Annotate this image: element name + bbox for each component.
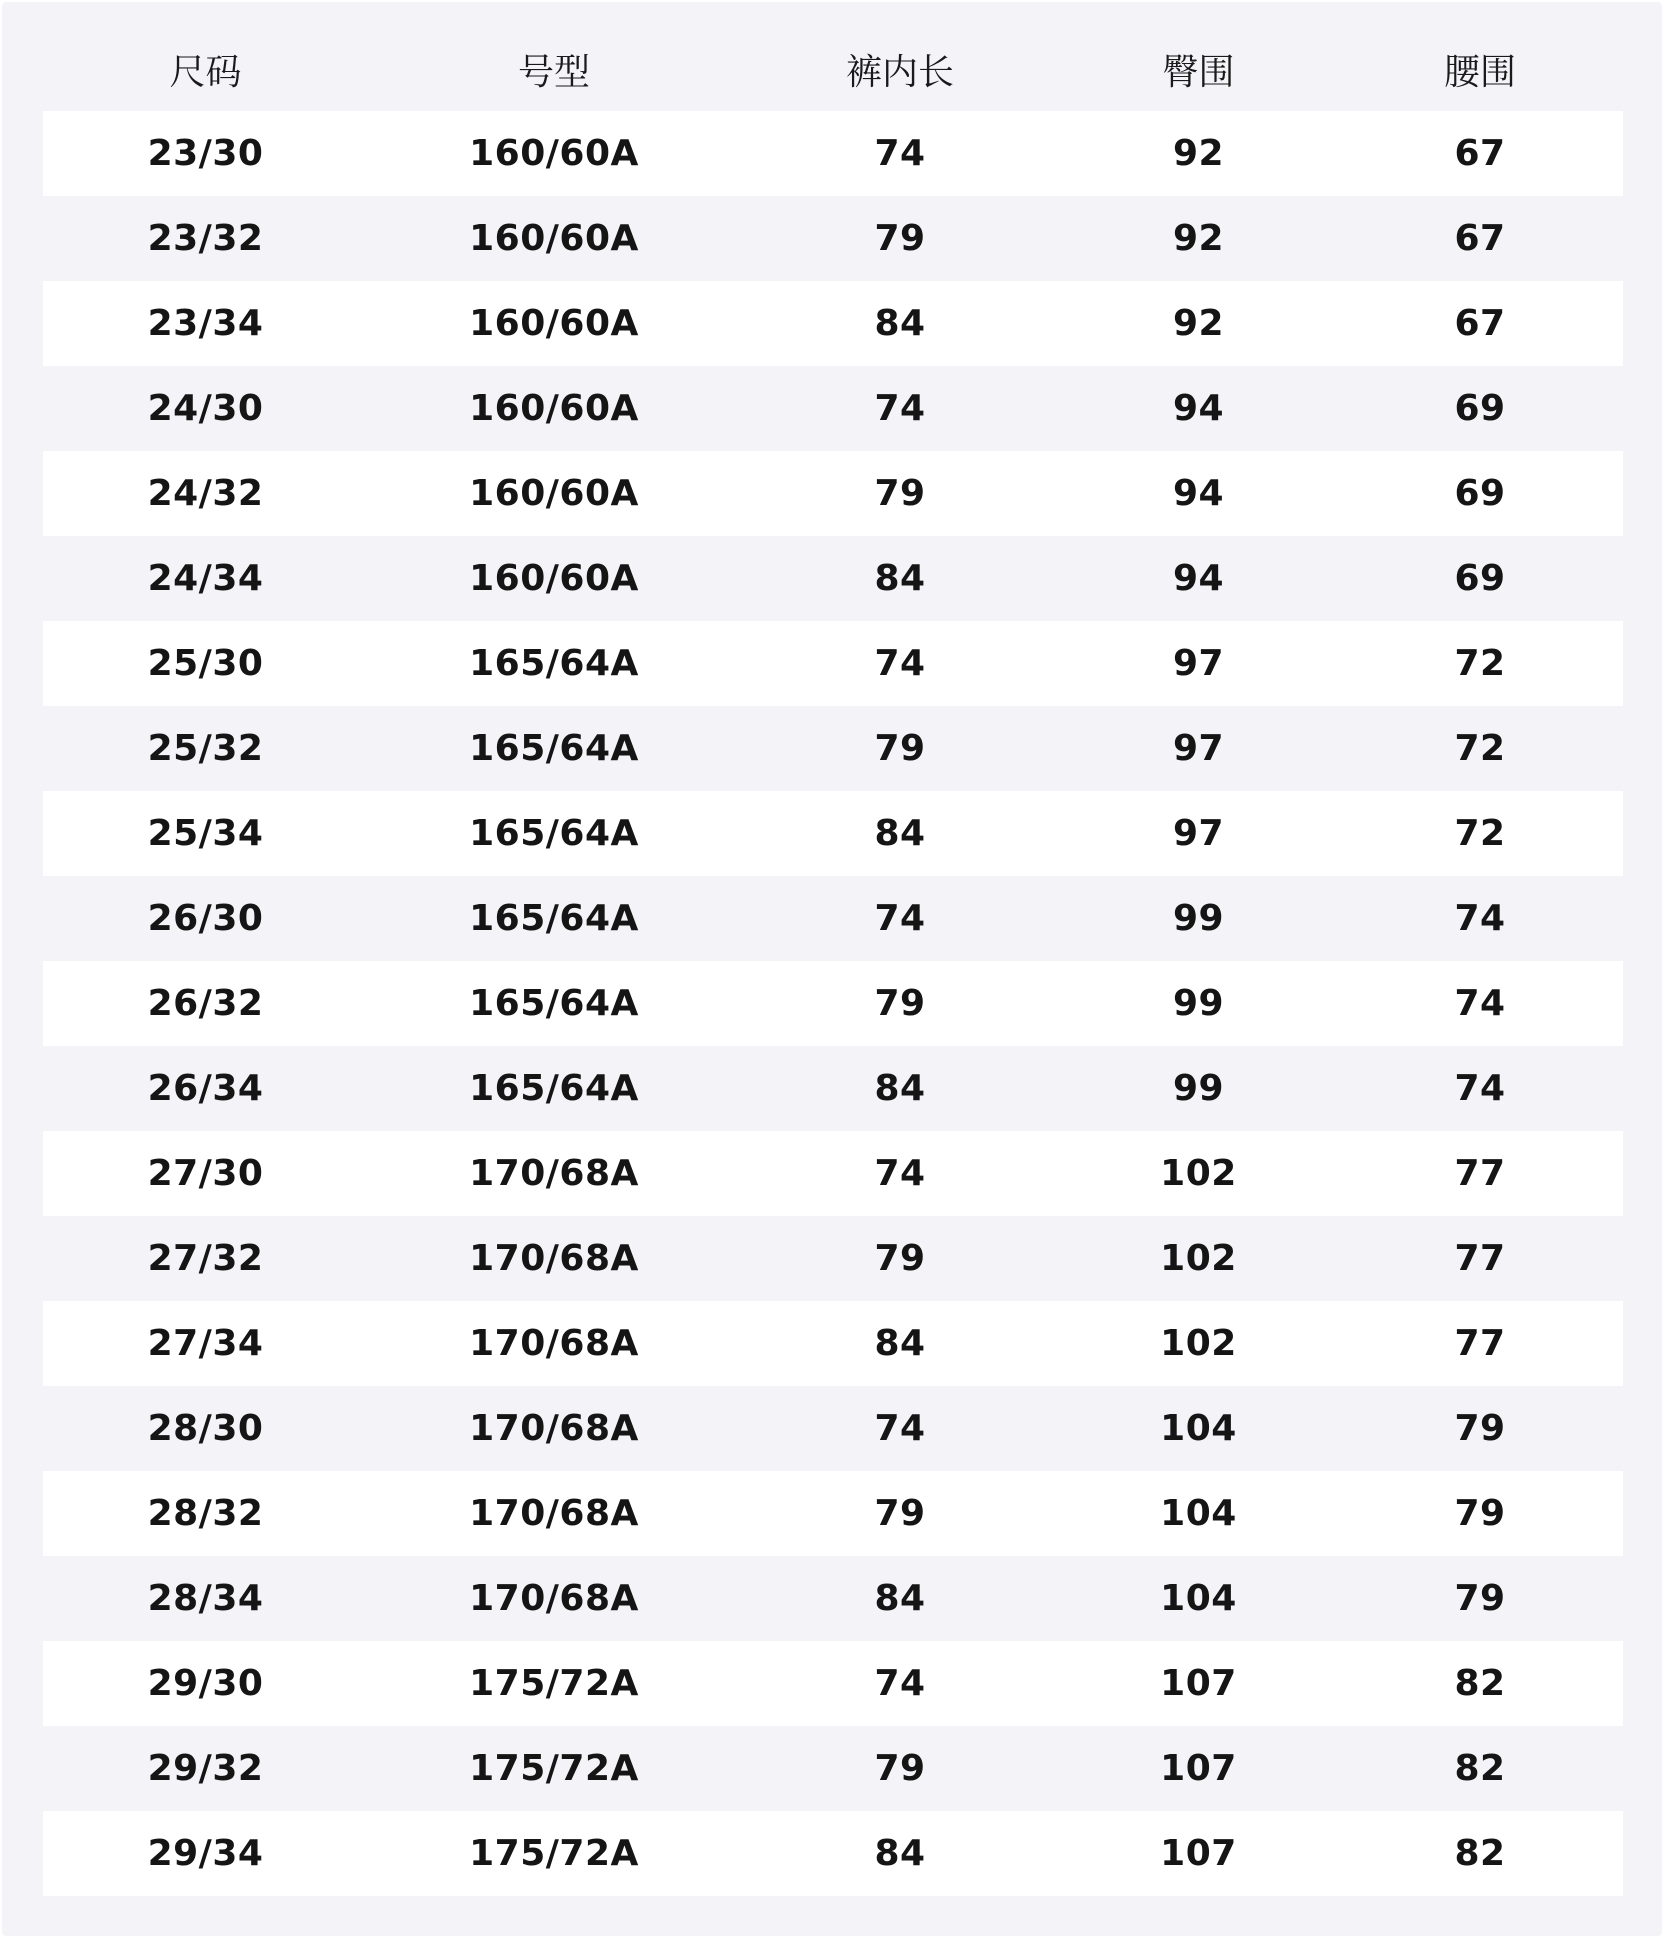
header-hip: 臀围	[1162, 51, 1235, 93]
table-row	[43, 366, 1623, 451]
cell-fit-code: 165/64A	[469, 643, 639, 684]
cell-waist: 77	[1454, 1238, 1506, 1279]
cell-inseam: 84	[874, 1068, 926, 1109]
cell-hip: 107	[1160, 1663, 1237, 1704]
cell-size: 23/34	[147, 303, 264, 344]
cell-waist: 79	[1454, 1408, 1506, 1449]
cell-inseam: 74	[874, 898, 926, 939]
cell-inseam: 84	[874, 1323, 926, 1364]
table-row	[43, 1726, 1623, 1811]
cell-inseam: 79	[874, 1238, 926, 1279]
cell-size: 25/34	[147, 813, 264, 854]
cell-size: 27/34	[147, 1323, 264, 1364]
cell-size: 24/34	[147, 558, 264, 599]
cell-waist: 77	[1454, 1153, 1506, 1194]
cell-inseam: 74	[874, 388, 926, 429]
cell-waist: 72	[1454, 813, 1506, 854]
cell-fit-code: 170/68A	[469, 1493, 639, 1534]
cell-fit-code: 170/68A	[469, 1323, 639, 1364]
table-row	[43, 1046, 1623, 1131]
cell-hip: 94	[1172, 473, 1225, 514]
cell-fit-code: 160/60A	[469, 133, 639, 174]
cell-hip: 104	[1160, 1408, 1237, 1449]
cell-waist: 82	[1454, 1833, 1506, 1874]
cell-waist: 82	[1454, 1663, 1506, 1704]
cell-size: 26/34	[147, 1068, 264, 1109]
cell-inseam: 84	[874, 813, 926, 854]
cell-fit-code: 165/64A	[469, 728, 639, 769]
cell-waist: 82	[1454, 1748, 1506, 1789]
cell-inseam: 74	[874, 1153, 926, 1194]
table-row	[43, 1131, 1623, 1216]
cell-size: 28/34	[147, 1578, 264, 1619]
cell-size: 29/32	[147, 1748, 264, 1789]
cell-inseam: 79	[874, 983, 926, 1024]
table-row	[43, 876, 1623, 961]
table-row	[43, 791, 1623, 876]
cell-inseam: 79	[874, 218, 926, 259]
cell-fit-code: 170/68A	[469, 1238, 639, 1279]
cell-size: 23/32	[147, 218, 264, 259]
table-row	[43, 1811, 1623, 1896]
cell-waist: 69	[1454, 558, 1506, 599]
cell-size: 24/30	[147, 388, 264, 429]
cell-fit-code: 165/64A	[469, 813, 639, 854]
cell-fit-code: 175/72A	[469, 1833, 639, 1874]
cell-hip: 99	[1172, 898, 1225, 939]
cell-size: 27/32	[147, 1238, 264, 1279]
cell-hip: 107	[1160, 1833, 1237, 1874]
cell-fit-code: 160/60A	[469, 303, 639, 344]
header-inseam: 裤内长	[845, 51, 954, 93]
cell-waist: 69	[1454, 388, 1506, 429]
cell-hip: 94	[1172, 558, 1225, 599]
cell-fit-code: 170/68A	[469, 1578, 639, 1619]
cell-hip: 99	[1172, 983, 1225, 1024]
cell-hip: 92	[1172, 303, 1225, 344]
cell-inseam: 74	[874, 1663, 926, 1704]
cell-waist: 79	[1454, 1493, 1506, 1534]
cell-size: 26/32	[147, 983, 264, 1024]
cell-hip: 97	[1172, 813, 1225, 854]
cell-hip: 97	[1172, 643, 1225, 684]
cell-hip: 92	[1172, 133, 1225, 174]
cell-size: 26/30	[147, 898, 264, 939]
table-row	[43, 1471, 1623, 1556]
cell-inseam: 74	[874, 1408, 926, 1449]
cell-waist: 74	[1454, 1068, 1506, 1109]
cell-hip: 104	[1160, 1578, 1237, 1619]
cell-fit-code: 165/64A	[469, 898, 639, 939]
cell-inseam: 79	[874, 1493, 926, 1534]
cell-waist: 72	[1454, 643, 1506, 684]
cell-waist: 67	[1454, 133, 1506, 174]
cell-inseam: 84	[874, 1578, 926, 1619]
cell-fit-code: 170/68A	[469, 1153, 639, 1194]
cell-inseam: 79	[874, 728, 926, 769]
header-size: 尺码	[169, 51, 242, 93]
cell-size: 25/30	[147, 643, 264, 684]
cell-inseam: 84	[874, 1833, 926, 1874]
cell-inseam: 84	[874, 558, 926, 599]
cell-fit-code: 160/60A	[469, 473, 639, 514]
cell-size: 28/30	[147, 1408, 264, 1449]
cell-hip: 92	[1172, 218, 1225, 259]
cell-inseam: 79	[874, 473, 926, 514]
cell-hip: 107	[1160, 1748, 1237, 1789]
cell-size: 27/30	[147, 1153, 264, 1194]
cell-hip: 102	[1160, 1238, 1237, 1279]
cell-waist: 67	[1454, 218, 1506, 259]
table-row	[43, 536, 1623, 621]
cell-fit-code: 160/60A	[469, 558, 639, 599]
cell-fit-code: 175/72A	[469, 1748, 639, 1789]
table-row	[43, 1386, 1623, 1471]
cell-size: 23/30	[147, 133, 264, 174]
table-row	[43, 451, 1623, 536]
cell-waist: 74	[1454, 898, 1506, 939]
cell-fit-code: 160/60A	[469, 388, 639, 429]
cell-inseam: 79	[874, 1748, 926, 1789]
cell-hip: 102	[1160, 1323, 1237, 1364]
cell-size: 28/32	[147, 1493, 264, 1534]
cell-hip: 97	[1172, 728, 1225, 769]
cell-inseam: 74	[874, 133, 926, 174]
cell-size: 25/32	[147, 728, 264, 769]
cell-waist: 79	[1454, 1578, 1506, 1619]
header-fit-code: 号型	[517, 51, 590, 93]
cell-hip: 104	[1160, 1493, 1237, 1534]
cell-fit-code: 165/64A	[469, 1068, 639, 1109]
table-row	[43, 1216, 1623, 1301]
cell-size: 24/32	[147, 473, 264, 514]
cell-waist: 74	[1454, 983, 1506, 1024]
table-row	[43, 706, 1623, 791]
header-waist: 腰围	[1443, 51, 1516, 93]
cell-fit-code: 160/60A	[469, 218, 639, 259]
cell-inseam: 84	[874, 303, 926, 344]
table-row	[43, 111, 1623, 196]
table-body	[43, 111, 1623, 1896]
table-row	[43, 196, 1623, 281]
cell-hip: 102	[1160, 1153, 1237, 1194]
cell-size: 29/34	[147, 1833, 264, 1874]
table-row	[43, 1301, 1623, 1386]
cell-size: 29/30	[147, 1663, 264, 1704]
table-row	[43, 281, 1623, 366]
cell-waist: 69	[1454, 473, 1506, 514]
table-header-row	[43, 27, 1623, 111]
cell-fit-code: 165/64A	[469, 983, 639, 1024]
size-chart-panel	[2, 2, 1662, 1936]
cell-hip: 99	[1172, 1068, 1225, 1109]
cell-waist: 77	[1454, 1323, 1506, 1364]
cell-waist: 72	[1454, 728, 1506, 769]
cell-inseam: 74	[874, 643, 926, 684]
table-row	[43, 1641, 1623, 1726]
cell-hip: 94	[1172, 388, 1225, 429]
cell-fit-code: 175/72A	[469, 1663, 639, 1704]
size-chart-table	[43, 27, 1623, 1896]
cell-waist: 67	[1454, 303, 1506, 344]
table-row	[43, 961, 1623, 1046]
table-row	[43, 1556, 1623, 1641]
table-row	[43, 621, 1623, 706]
cell-fit-code: 170/68A	[469, 1408, 639, 1449]
